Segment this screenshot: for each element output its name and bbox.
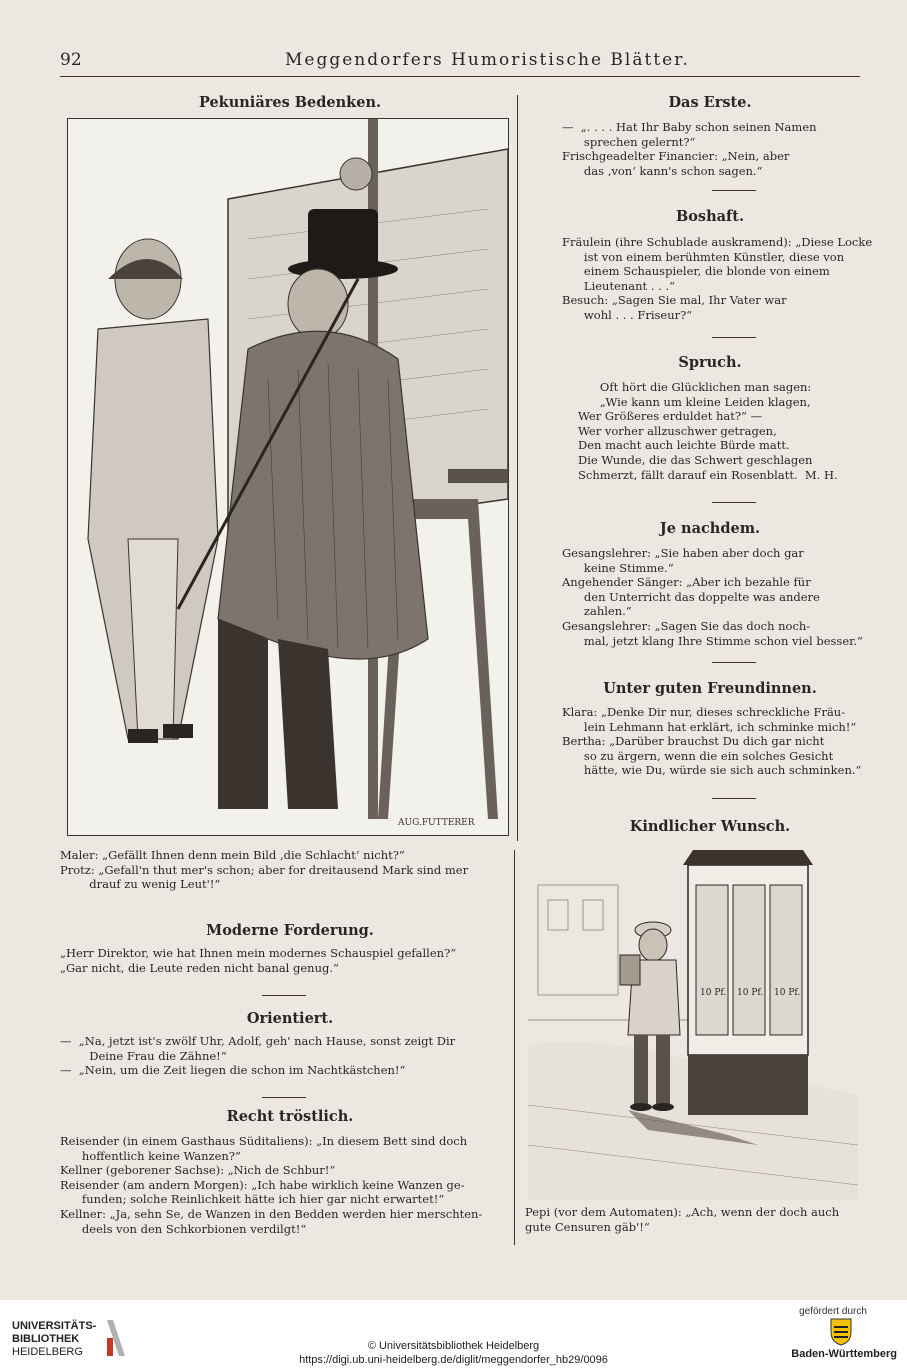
- page-number: 92: [60, 50, 82, 70]
- right-title-spruch: Spruch.: [678, 354, 742, 371]
- text-recht-troestlich: Reisender (in einem Gasthaus Süditaliens): „In diesem Bett sind doch hoffentlich keine Wanzen?“ Kellner (geborener Sachse): „Nich de Schbur!“ Reisender (am andern Morgen): „Ich habe wirklich keine Wanzen ge- funden; solche Reinlichkeit hätte ich hier gar nicht erwartet!“ Kellner: „Ja, sehn Se, de Wanzen in den Bedden werden hier merschten- deels von den Schkorbionen verdilgt!“: [60, 1134, 483, 1236]
- text-boshaft: Fräulein (ihre Schublade auskramend): „Diese Locke ist von einem berühmten Künstler, diese von einem Schauspieler, die blonde von einem Lieutenant . . .“ Besuch: „Sagen Sie mal, Ihr Vater war wohl . . . Friseur?“: [562, 235, 873, 322]
- right-title-das-erste: Das Erste.: [668, 94, 752, 111]
- left-title-orientiert: Orientiert.: [246, 1010, 334, 1027]
- source-url-link[interactable]: https://digi.ub.uni-heidelberg.de/diglit/meggendorfer_hb29/0096: [299, 1354, 608, 1366]
- right-title-unter-guten-freundinnen: Unter guten Freundinnen.: [603, 680, 817, 697]
- coat-of-arms-icon: [830, 1318, 852, 1346]
- magazine-title: Meggendorfers Humoristische Blätter.: [285, 50, 690, 70]
- separator: [712, 662, 756, 663]
- left-title-moderne-forderung: Moderne Forderung.: [206, 922, 374, 939]
- left-title-pekuniaeres: Pekuniäres Bedenken.: [198, 94, 382, 111]
- text-je-nachdem: Gesangslehrer: „Sie haben aber doch gar keine Stimme.“ Angehender Sänger: „Aber ich bezahle für den Unterricht das doppelte was andere zahlen.“ Gesangslehrer: „Sagen Sie das doch noch- mal, jetzt klang Ihre Stimme schon viel besser.“: [562, 546, 863, 648]
- library-name-line-2: BIBLIOTHEK: [12, 1333, 80, 1345]
- engraving-vending-machine: [528, 845, 858, 1200]
- separator: [712, 502, 756, 503]
- separator: [712, 337, 756, 338]
- caption-kindlicher-wunsch: Pepi (vor dem Automaten): „Ach, wenn der doch auch gute Censuren gäb'!“: [525, 1205, 840, 1234]
- illustration-boy-at-vending-machine: [528, 845, 858, 1200]
- library-name-line-1: UNIVERSITÄTS-: [12, 1320, 97, 1332]
- separator: [262, 995, 306, 996]
- illustration-signature: AUG.FUTTERER: [398, 818, 475, 828]
- separator: [712, 798, 756, 799]
- left-title-recht-troestlich: Recht tröstlich.: [226, 1108, 354, 1125]
- text-moderne-forderung: „Herr Direktor, wie hat Ihnen mein modernes Schauspiel gefallen?“ „Gar nicht, die Leute reden nicht banal genug.“: [60, 946, 457, 975]
- library-logo-icon: [105, 1318, 127, 1358]
- copyright-text: © Universitätsbibliothek Heidelberg: [367, 1340, 540, 1352]
- machine-label-2: 10 Pf.: [737, 988, 764, 998]
- funding-label: gefördert durch: [799, 1306, 867, 1317]
- separator: [262, 1097, 306, 1098]
- funder-name[interactable]: Baden-Württemberg: [791, 1348, 897, 1360]
- library-name-line-3: HEIDELBERG: [12, 1346, 83, 1358]
- engraving-painter-and-patron: [68, 119, 508, 835]
- illustration-painter-easel: [67, 118, 509, 836]
- text-spruch: Oft hört die Glücklichen man sagen: „Wie kann um kleine Leiden klagen, Wer Größeres erduldet hat?“ — Wer vorher allzuschwer getragen, Den macht auch leichte Bürde matt. Die Wunde, die das Schwert geschlagen Schmerzt, fällt darauf ein Rosenblatt. M. H.: [578, 380, 838, 482]
- text-das-erste: — „. . . . Hat Ihr Baby schon seinen Namen sprechen gelernt?“ Frischgeadelter Financier: „Nein, aber das ‚von‘ kann's schon sagen.“: [562, 120, 817, 178]
- viewer-footer: [0, 1300, 907, 1369]
- right-title-kindlicher-wunsch: Kindlicher Wunsch.: [629, 818, 791, 835]
- right-title-je-nachdem: Je nachdem.: [659, 520, 761, 537]
- text-orientiert: — „Na, jetzt ist's zwölf Uhr, Adolf, geh' nach Hause, sonst zeigt Dir Deine Frau die Zähne!“ — „Nein, um die Zeit liegen die schon im Nachtkästchen!“: [60, 1034, 456, 1078]
- machine-label-1: 10 Pf.: [700, 988, 727, 998]
- separator: [712, 190, 756, 191]
- column-divider-lower: [514, 850, 515, 1245]
- machine-label-3: 10 Pf.: [774, 988, 801, 998]
- text-unter-guten-freundinnen: Klara: „Denke Dir nur, dieses schreckliche Fräu- lein Lehmann hat erklärt, ich schminke mich!“ Bertha: „Darüber brauchst Du dich gar nicht so zu ärgern, wenn die ein solches Gesicht hätte, wie Du, würde sie sich auch schminken.“: [562, 705, 862, 778]
- column-divider-upper: [517, 95, 518, 841]
- header-rule: [60, 76, 860, 77]
- right-title-boshaft: Boshaft.: [675, 208, 744, 225]
- caption-pekuniaeres: Maler: „Gefällt Ihnen denn mein Bild ‚die Schlacht‘ nicht?“ Protz: „Gefall'n thut mer's schon; aber for dreitausend Mark sind mer drauf zu wenig Leut'!“: [60, 848, 469, 892]
